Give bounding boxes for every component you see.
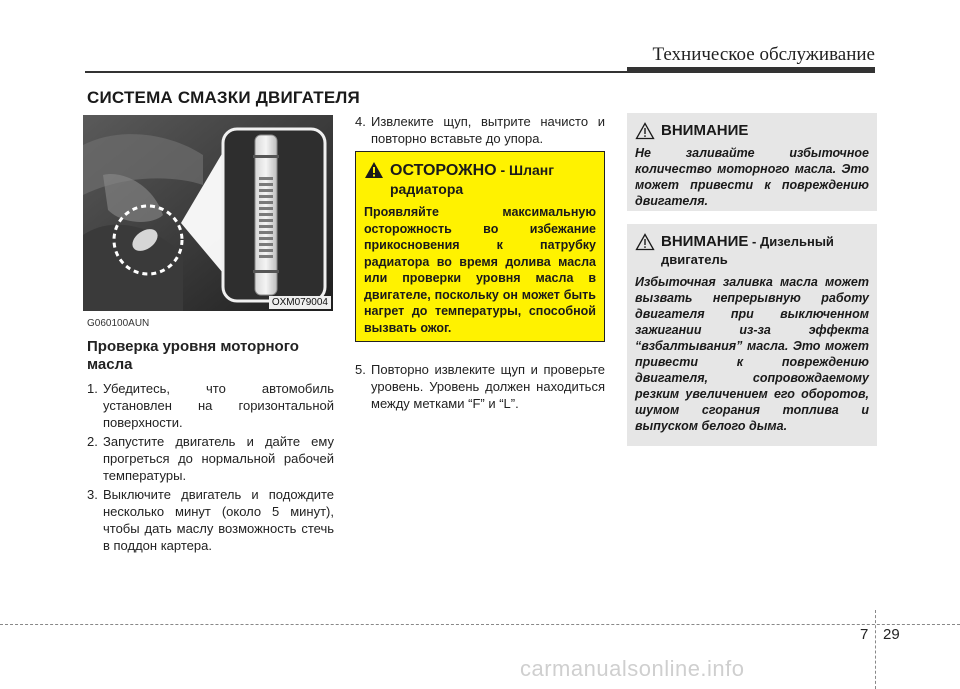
step-2	[87, 433, 334, 484]
step-3	[87, 486, 334, 554]
caution-box	[355, 151, 605, 342]
warning-triangle-outline-icon	[635, 233, 655, 251]
step-number: 5.	[355, 362, 366, 377]
procedure-column	[87, 315, 334, 556]
notice-title	[661, 233, 869, 269]
chapter-number: 7	[860, 626, 869, 643]
step-4-block	[355, 113, 605, 149]
step-5-block	[355, 361, 605, 414]
caution-title	[390, 161, 596, 199]
figure-caption: OXM079004	[269, 296, 331, 309]
step-text: Запустите двигатель и дайте ему прогреться до нормальной рабочей температуры.	[103, 434, 334, 483]
step-text: Извлеките щуп, вытрите начисто и повторно вставьте до упора.	[371, 114, 605, 146]
procedure-heading: Проверка уровня моторного масла	[87, 338, 299, 373]
step-number: 2.	[87, 434, 98, 449]
caution-body: Проявляйте максимальную осторожность во избежание прикосновения к патрубку радиатора во время долива масла или проверки уровня масла в двигателе, поскольку он может быть нагрет до температуры, способной вызвать ожог.	[364, 205, 596, 335]
caution-subtitle: - Шланг радиатора	[390, 162, 555, 197]
watermark: carmanualsonline.info	[520, 656, 745, 681]
notice-body: Не заливайте избыточное количество моторного масла. Это может привести к повреждению двигателя.	[635, 146, 869, 208]
step-4	[355, 113, 605, 147]
footer-rule	[0, 624, 960, 625]
notice-box-diesel	[627, 224, 877, 446]
notice-box-oil-overfill	[627, 113, 877, 211]
warning-triangle-outline-icon	[635, 122, 655, 140]
header-rule-accent	[627, 67, 875, 72]
step-number: 4.	[355, 114, 366, 129]
step-text: Выключите двигатель и подождите несколько минут (около 5 минут), чтобы дать маслу возможность стечь в поддон картера.	[103, 487, 334, 553]
notice-title: ВНИМАНИЕ	[661, 122, 749, 139]
section-title: СИСТЕМА СМАЗКИ ДВИГАТЕЛЯ	[87, 88, 360, 107]
notice-body: Избыточная заливка масла может вызвать непрерывную работу двигателя при выключенном зажигании из-за эффекта “взбалтывания” масла. Это может привести к повреждению двигателя, сопровождаемому резким увеличением его оборотов, шумом сгорания топлива и выпуском белого дыма.	[635, 275, 869, 433]
warning-triangle-icon	[364, 161, 384, 179]
notice-subtitle: - Дизельный двигатель	[661, 234, 834, 267]
page-number: 29	[883, 626, 900, 643]
procedure-code: G060100AUN	[87, 318, 150, 329]
dipstick-figure	[83, 115, 333, 311]
header-title: Техническое обслуживание	[652, 44, 875, 65]
step-text: Убедитесь, что автомобиль установлен на горизонтальной поверхности.	[103, 381, 334, 430]
step-text: Повторно извлеките щуп и проверьте уровень. Уровень должен находиться между метками “F” и “L”.	[371, 362, 605, 411]
engine-illustration	[83, 115, 333, 311]
step-5	[355, 361, 605, 412]
step-number: 3.	[87, 487, 98, 502]
footer-divider	[875, 610, 876, 689]
caution-title-main: ОСТОРОЖНО	[390, 162, 497, 179]
step-number: 1.	[87, 381, 98, 396]
step-1	[87, 380, 334, 431]
notice-title-main: ВНИМАНИЕ	[661, 233, 749, 250]
